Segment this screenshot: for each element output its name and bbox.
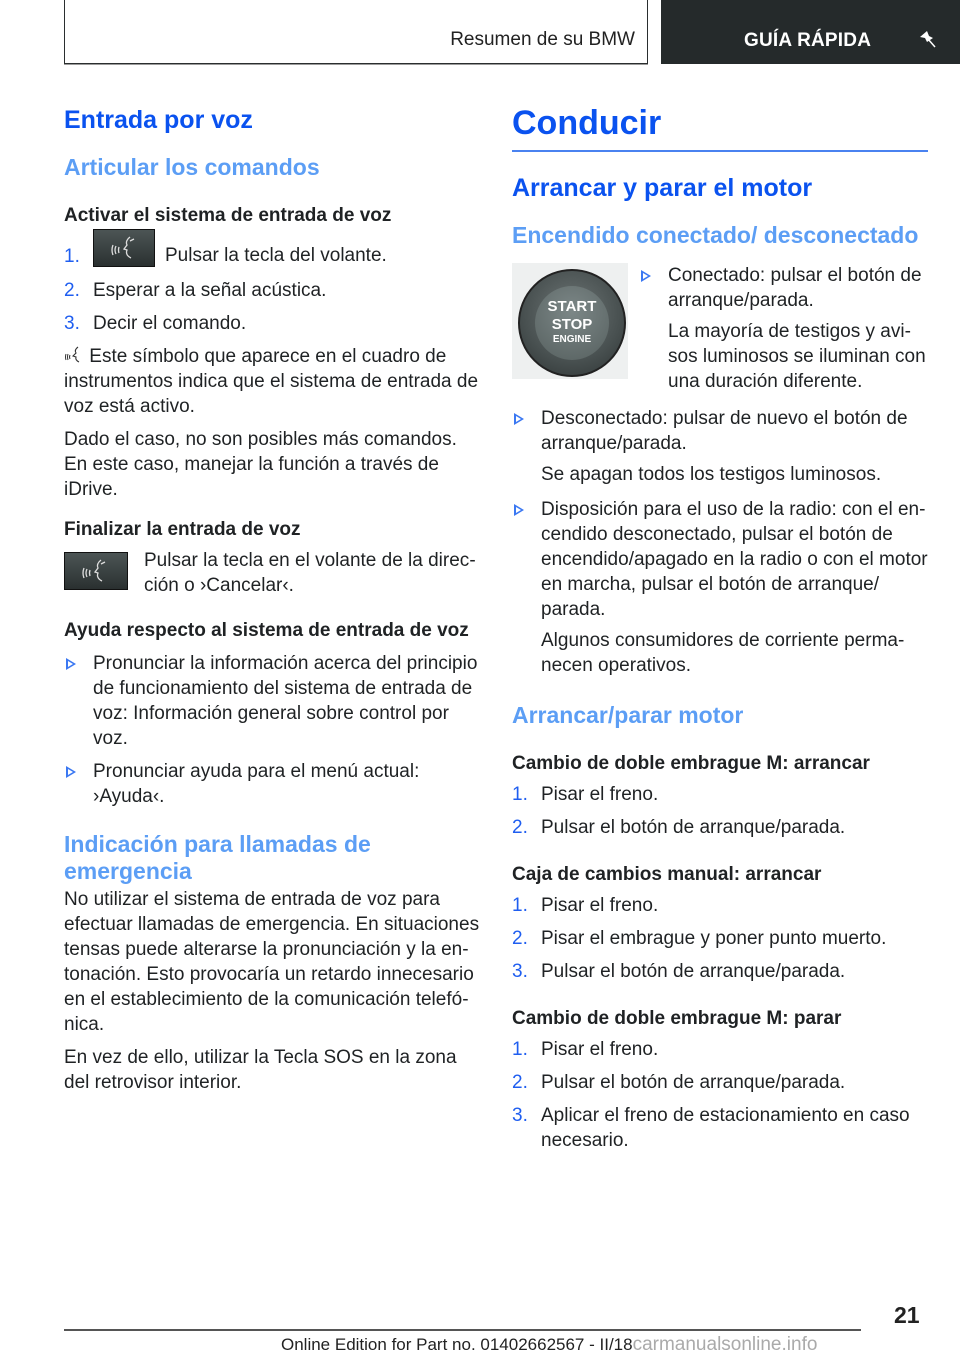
triangle-bullet-icon: [641, 270, 651, 282]
step-2: 2. Esperar a la señal acústica.: [64, 280, 327, 301]
page-title-voice: Entrada por voz: [64, 106, 253, 134]
footer-edition: Online Edition for Part no. 01402662567 - II/18carmanualsonline.info: [281, 1334, 818, 1355]
symbol-paragraph: Este símbolo que aparece en el cuadro de instrumentos indica que el sistema de entrada de voz está activo.: [64, 346, 479, 417]
list-item: 2. Pulsar el botón de arranque/parada.: [512, 1072, 846, 1093]
finalizar-block: Pulsar la tecla en el volante de la dirección o ›Cancelar‹.: [64, 548, 484, 600]
step-1: 1. Pulsar la tecla del volante.: [64, 238, 484, 274]
encendido-bullet-1: Conectado: pulsar el botón de arranque/parada. La mayoría de testigos y avisos luminosos se iluminan con una duración diferente.: [639, 263, 928, 394]
watermark: carmanualsonline.info: [632, 1334, 818, 1355]
voice-symbol-icon: [64, 346, 84, 364]
list-item: 1. Pisar el freno.: [512, 784, 659, 805]
right-column: [512, 100, 928, 1153]
left-column: [64, 100, 484, 1095]
emergencia-p2: En vez de ello, utilizar la Tecla SOS en la zona del retrovisor interior.: [64, 1047, 457, 1093]
heading-encendido: Encendido conectado/ desconectado: [512, 222, 919, 248]
encendido-bullet-3: Disposición para el uso de la radio: con el encendido desconectado, pulsar el botón de encendido/apagado en la radio o con el motor en marcha, pulsar el botón de arranque/ parada. Algunos consumidores de corriente permanecen operativos.: [512, 497, 928, 678]
dado-paragraph: Dado el caso, no son posibles más comandos. En este caso, manejar la función a través de iDrive.: [64, 429, 457, 500]
chapter-title: Resumen de su BMW: [450, 29, 635, 50]
page-number: 21: [894, 1302, 920, 1328]
triangle-bullet-icon: [66, 766, 76, 778]
chapter-tab: [64, 0, 648, 64]
group-heading: Cambio de doble embrague M: parar: [512, 1008, 842, 1029]
group-heading: Cambio de doble embrague M: arrancar: [512, 753, 870, 774]
list-item: 1. Pisar el freno.: [512, 895, 659, 916]
heading-arrancar-parar-motor: Arrancar/parar motor: [512, 702, 744, 728]
triangle-bullet-icon: [514, 413, 524, 425]
heading-articular: Articular los comandos: [64, 154, 320, 180]
encendido-bullet-2: Desconectado: pulsar de nuevo el botón de arranque/parada. Se apagan todos los testigos luminosos.: [512, 406, 928, 487]
emergencia-p1: No utilizar el sistema de entrada de voz para efectuar llamadas de emergencia. En situaciones tensas puede alterarse la pronunciación y la entonación. Esto provocaría un retardo innecesario en el establecimiento de la comunicación telefónica.: [64, 889, 480, 1035]
heading-arrancar-parar: Arrancar y parar el motor: [512, 174, 813, 202]
section-title: GUÍA RÁPIDA: [744, 30, 872, 51]
section-tab: [661, 0, 960, 64]
list-item: 3. Aplicar el freno de estacionamiento en caso necesario.: [512, 1105, 910, 1151]
step-3: 3. Decir el comando.: [64, 313, 247, 334]
group-heading: Caja de cambios manual: arrancar: [512, 864, 822, 885]
footer-divider: [64, 1329, 861, 1331]
voice-button-icon: [93, 229, 155, 267]
start-stop-button-image: START STOP ENGINE: [512, 263, 628, 379]
list-item: 1. Pisar el freno.: [512, 1039, 659, 1060]
voice-button-icon: [64, 552, 128, 590]
encendido-block: [512, 263, 928, 394]
heading-emergencia: Indicación para llamadas de emergencia: [64, 831, 371, 884]
list-item: 3. Pulsar el botón de arranque/parada.: [512, 961, 846, 982]
heading-ayuda: Ayuda respecto al sistema de entrada de voz: [64, 620, 469, 641]
triangle-bullet-icon: [514, 504, 524, 516]
page-title-conducir: Conducir: [512, 100, 928, 152]
pushpin-icon: [917, 28, 939, 50]
list-item: 2. Pisar el embrague y poner punto muerto.: [512, 928, 887, 949]
heading-activar: Activar el sistema de entrada de voz: [64, 205, 392, 226]
triangle-bullet-icon: [66, 658, 76, 670]
ayuda-bullet-2: Pronunciar ayuda para el menú actual: ›Ayuda‹.: [64, 759, 484, 809]
list-item: 2. Pulsar el botón de arranque/parada.: [512, 817, 846, 838]
ayuda-bullet-1: Pronunciar la información acerca del principio de funcionamiento del sistema de entrada de voz: Información general sobre control por voz.: [64, 651, 484, 751]
heading-finalizar: Finalizar la entrada de voz: [64, 519, 301, 540]
